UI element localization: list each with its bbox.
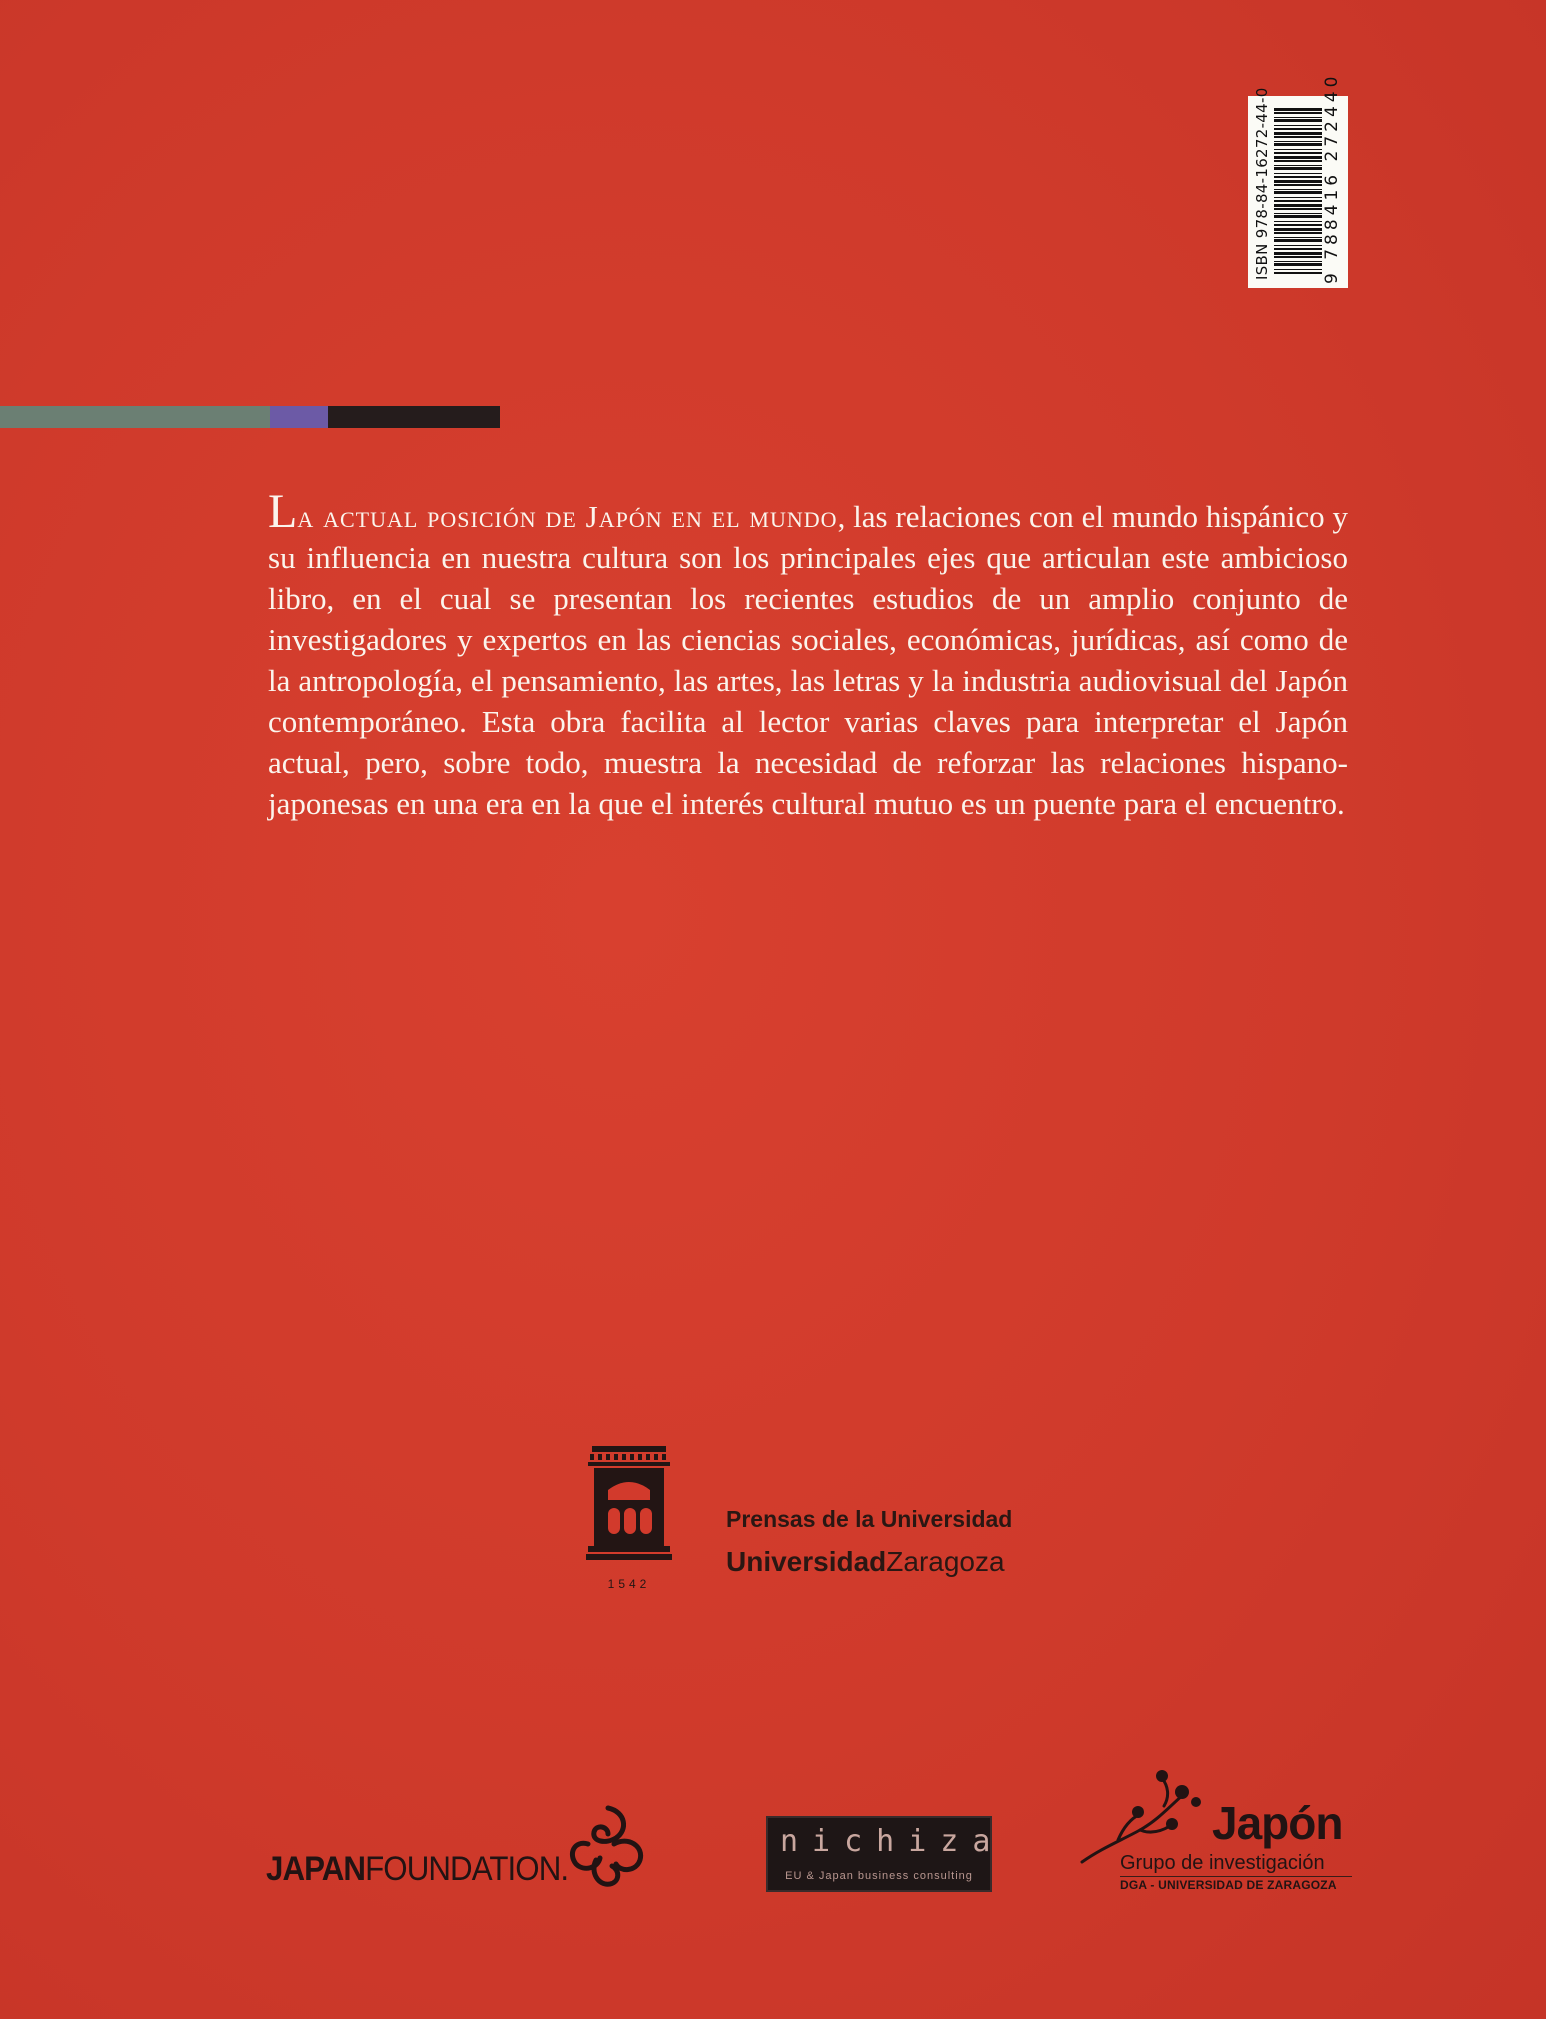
stripe-black-segment (328, 406, 500, 428)
barcode-digits: 9 788416 272440 (1322, 72, 1342, 284)
stripe-violet-segment (270, 406, 328, 428)
japan-foundation-wordmark (266, 1850, 568, 1889)
nichiza-name: nichiza (780, 1824, 1005, 1859)
university-emblem (586, 1446, 672, 1594)
blurb-drop-letter: L (268, 485, 298, 538)
blurb-body: , las relaciones con el mundo hispánico y su influencia en nuestra cultura son los principales ejes que articulan este ambicioso libro, en el cual se presentan los recientes estudios de un amplio conjunto de investigadores y expertos en las ciencias sociales, económicas, jurídicas, así como de la antropología, el pensamiento, las artes, las letras y la industria audiovisual del Japón contemporáneo. Esta obra facilita al lector varias claves para interpretar el Japón actual, pero, sobre todo, muestra la necesidad de reforzar las relaciones hispano-japonesas en una era en la que el interés cultural mutuo es un puente para el encuentro. (268, 499, 1349, 821)
grupo-japon-logo (1078, 1766, 1368, 1896)
stripe-gray-segment (0, 406, 270, 428)
grupo-japon-subtitle: Grupo de investigación (1120, 1852, 1325, 1874)
back-cover-blurb (268, 485, 1349, 824)
tower-emblem-icon (586, 1446, 672, 1594)
university-name-bold: Universidad (726, 1546, 887, 1577)
grupo-japon-rule (1120, 1876, 1352, 1877)
japan-foundation-logo (266, 1838, 666, 1898)
grupo-japon-word: Japón (1212, 1797, 1343, 1849)
isbn-label: ISBN 978-84-16272-44-0 (1253, 87, 1271, 280)
university-name-city: Zaragoza (886, 1546, 1005, 1577)
university-name (726, 1546, 1086, 1578)
jf-period: . (560, 1850, 569, 1888)
decorative-stripe (0, 406, 500, 428)
press-name: Prensas de la Universidad (726, 1506, 1013, 1532)
jf-bold-word: JAPAN (266, 1850, 366, 1888)
barcode-bars (1274, 106, 1322, 274)
jf-regular-word: FOUNDATION (365, 1850, 561, 1888)
nichiza-tagline: EU & Japan business consulting (785, 1870, 973, 1882)
emblem-year: 1542 (607, 1577, 651, 1591)
blurb-lead-smallcaps: a actual posición de Japón en el mundo (297, 499, 838, 534)
nichiza-logo (766, 1816, 1005, 1892)
grupo-japon-university: DGA - UNIVERSIDAD DE ZARAGOZA (1120, 1878, 1337, 1892)
japan-foundation-symbol-icon (568, 1798, 652, 1898)
isbn-barcode (1248, 72, 1348, 288)
